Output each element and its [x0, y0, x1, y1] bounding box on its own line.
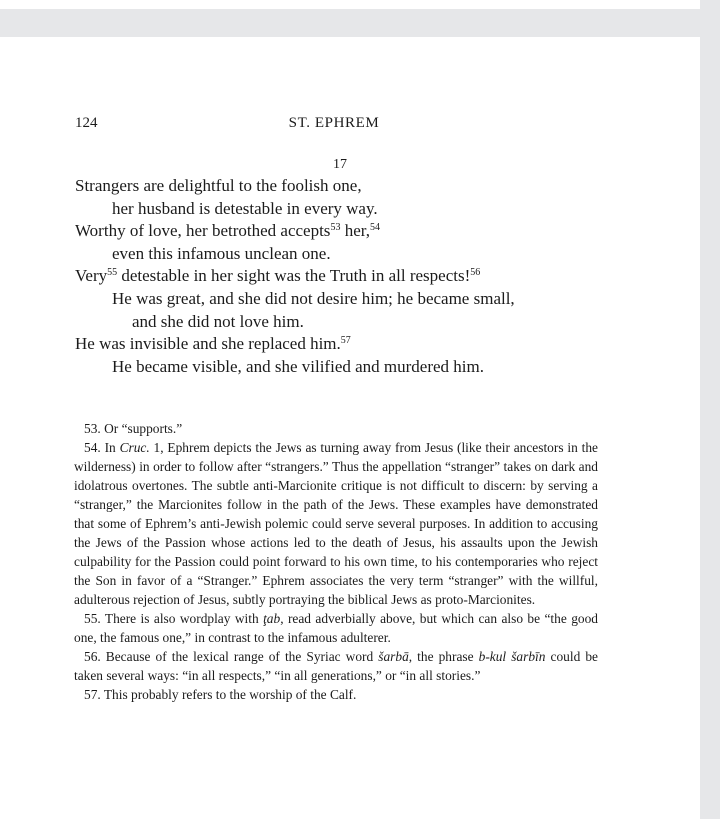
footnote-55: 55. There is also wordplay with ţab, read adverbially above, but which can also be “the good one, the famous one,” in contrast to the infamous adulterer.: [74, 611, 598, 645]
stanza-number: 17: [333, 157, 347, 172]
footnote-56: 56. Because of the lexical range of the Syriac word šarbā, the phrase b-kul šarbīn could be taken several ways: “in all respects,” “in all generations,” or “in all stories.”: [74, 649, 598, 683]
footnote-54: 54. In Cruc. 1, Ephrem depicts the Jews as turning away from Jesus (like their ancestors in the wilderness) in order to follow after “strangers.” Thus the appellation “stranger” takes on dark and idolatrous overtones. The subtle anti-Marcionite critique is not difficult to discern: by serving a “stranger,” the Marcionites follow in the path of the Jews. These examples have demonstrated that some of Ephrem’s anti-Jewish polemic could serve several purposes. In addition to accusing the Jews of the Passion whose actions led to the death of Jesus, his assaults upon the Jewish culpability for the Passion could point forward to his own time, to his contemporaries who reject the Son in favor of a “Stranger.” Ephrem associates the very term “stranger” with the willful, adulterous rejection of Jesus, subtly portraying the biblical Jews as proto-Marcionites.: [74, 440, 598, 607]
poem-line-9: He became visible, and she vilified and murdered him.: [112, 356, 484, 376]
poem-line-7: and she did not love him.: [132, 311, 304, 331]
poem-stanza: [75, 175, 675, 378]
footnote-ref-57[interactable]: 57: [340, 335, 351, 347]
running-head-title: ST. EPHREM: [288, 115, 380, 131]
poem-line-5: Very$^{55}$ detestable in her sight was the Truth in all respects!$^{56}$: [75, 266, 481, 286]
page-number: 124: [75, 115, 98, 131]
footnote-ref-54[interactable]: 54: [369, 222, 380, 234]
poem-line-1: Strangers are delightful to the foolish one,: [75, 176, 362, 195]
poem-line-3: Worthy of love, her betrothed accepts$^{53}$ her,$^{54}$: [75, 221, 380, 241]
footnote-ref-56[interactable]: 56: [470, 267, 481, 279]
previous-page-edge: [0, 0, 700, 9]
footnotes: [74, 419, 598, 704]
poem-line-4: even this infamous unclean one.: [112, 243, 331, 263]
footnote-ref-55[interactable]: 55: [107, 267, 118, 279]
poem-line-8: He was invisible and she replaced him.$^{57}$: [75, 334, 351, 354]
footnote-53: 53. Or “supports.”: [84, 421, 183, 436]
poem-line-2: her husband is detestable in every way.: [112, 198, 378, 218]
footnote-57: 57. This probably refers to the worship of the Calf.: [84, 687, 357, 702]
running-head: [0, 115, 700, 135]
book-page: [0, 37, 700, 819]
footnote-ref-53[interactable]: 53: [330, 222, 341, 234]
poem-line-6: He was great, and she did not desire him; he became small,: [112, 288, 515, 308]
